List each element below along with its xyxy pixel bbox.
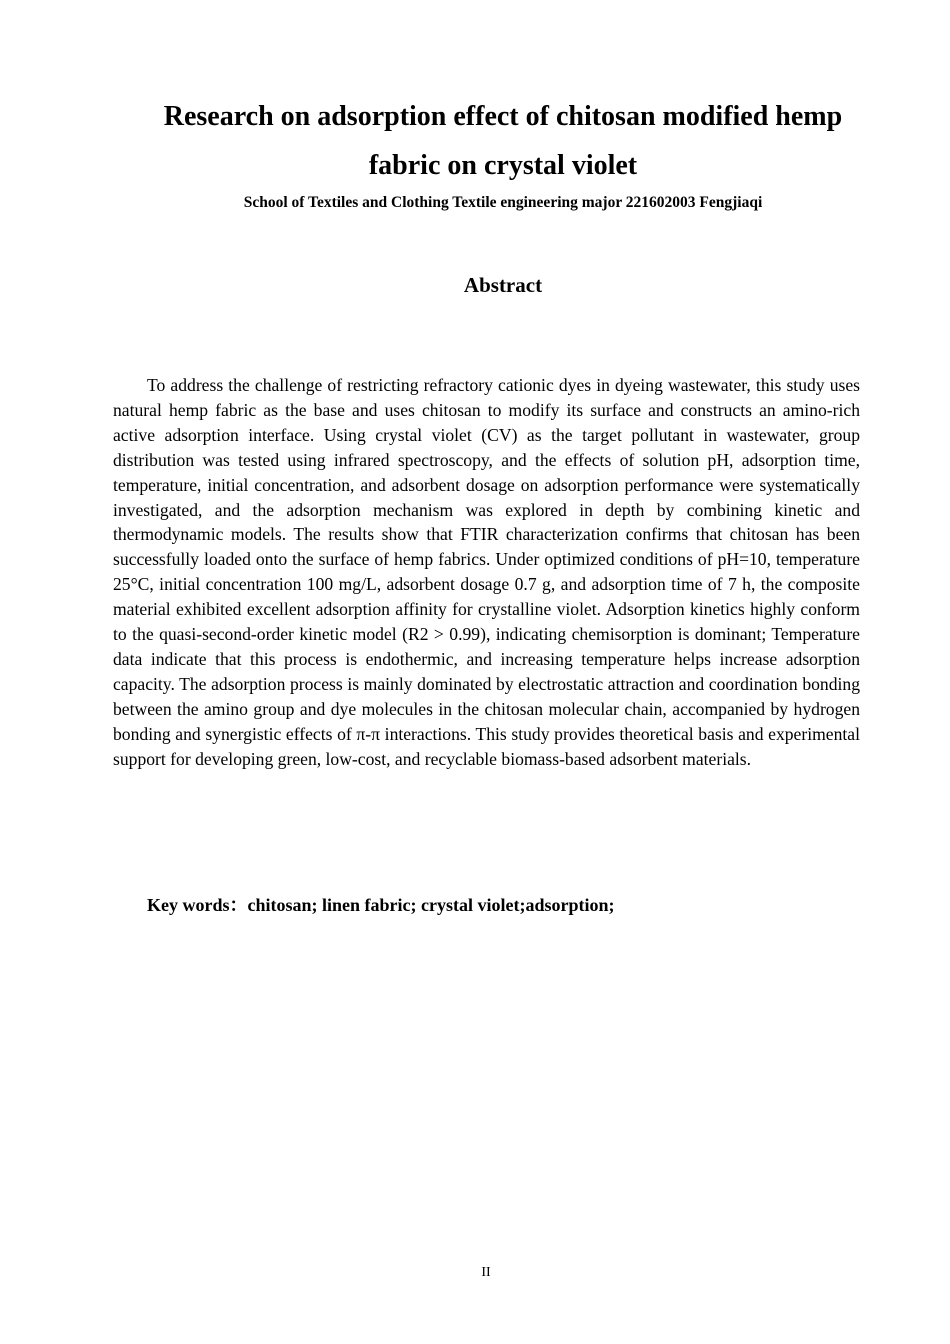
paper-title: Research on adsorption effect of chitosan modified hemp fabric on crystal violet [163, 101, 843, 181]
author-line: School of Textiles and Clothing Textile engineering major 221602003 Fengjiaqi [243, 194, 763, 211]
abstract-heading: Abstract [463, 273, 543, 297]
page-number: II [481, 1265, 491, 1280]
keywords-line: Key words：chitosan; linen fabric; crystal violet;adsorption; [147, 895, 615, 915]
abstract-body: To address the challenge of restricting refractory cationic dyes in dyeing wastewater, this study uses natural hemp fabric as the base and uses chitosan to modify its surface and constructs an amino-rich active adsorption interface. Using crystal violet (CV) as the target pollutant in wastewater, group distribution was tested using infrared spectroscopy, and the effects of solution pH, adsorption time, temperature, initial concentration, and adsorbent dosage on adsorption performance were systematically investigated, and the adsorption mechanism was explored in depth by combining kinetic and thermodynamic models. The results show that FTIR characterization confirms that chitosan has been successfully loaded onto the surface of hemp fabrics. Under optimized conditions of pH=10, temperature 25°C, initial concentration 100 mg/L, adsorbent dosage 0.7 g, and adsorption time of 7 h, the composite material exhibited excellent adsorption affinity for crystalline violet. Adsorption kinetics highly conform to the quasi-second-order kinetic model (R2 > 0.99), indicating chemisorption is dominant; Temperature data indicate that this process is endothermic, and increasing temperature helps increase adsorption capacity. The adsorption process is mainly dominated by electrostatic attraction and coordination bonding between the amino group and dye molecules in the chitosan molecular chain, accompanied by hydrogen bonding and synergistic effects of π-π interactions. This study provides theoretical basis and experimental support for developing green, low-cost, and recyclable biomass-based adsorbent materials. [113, 375, 860, 769]
